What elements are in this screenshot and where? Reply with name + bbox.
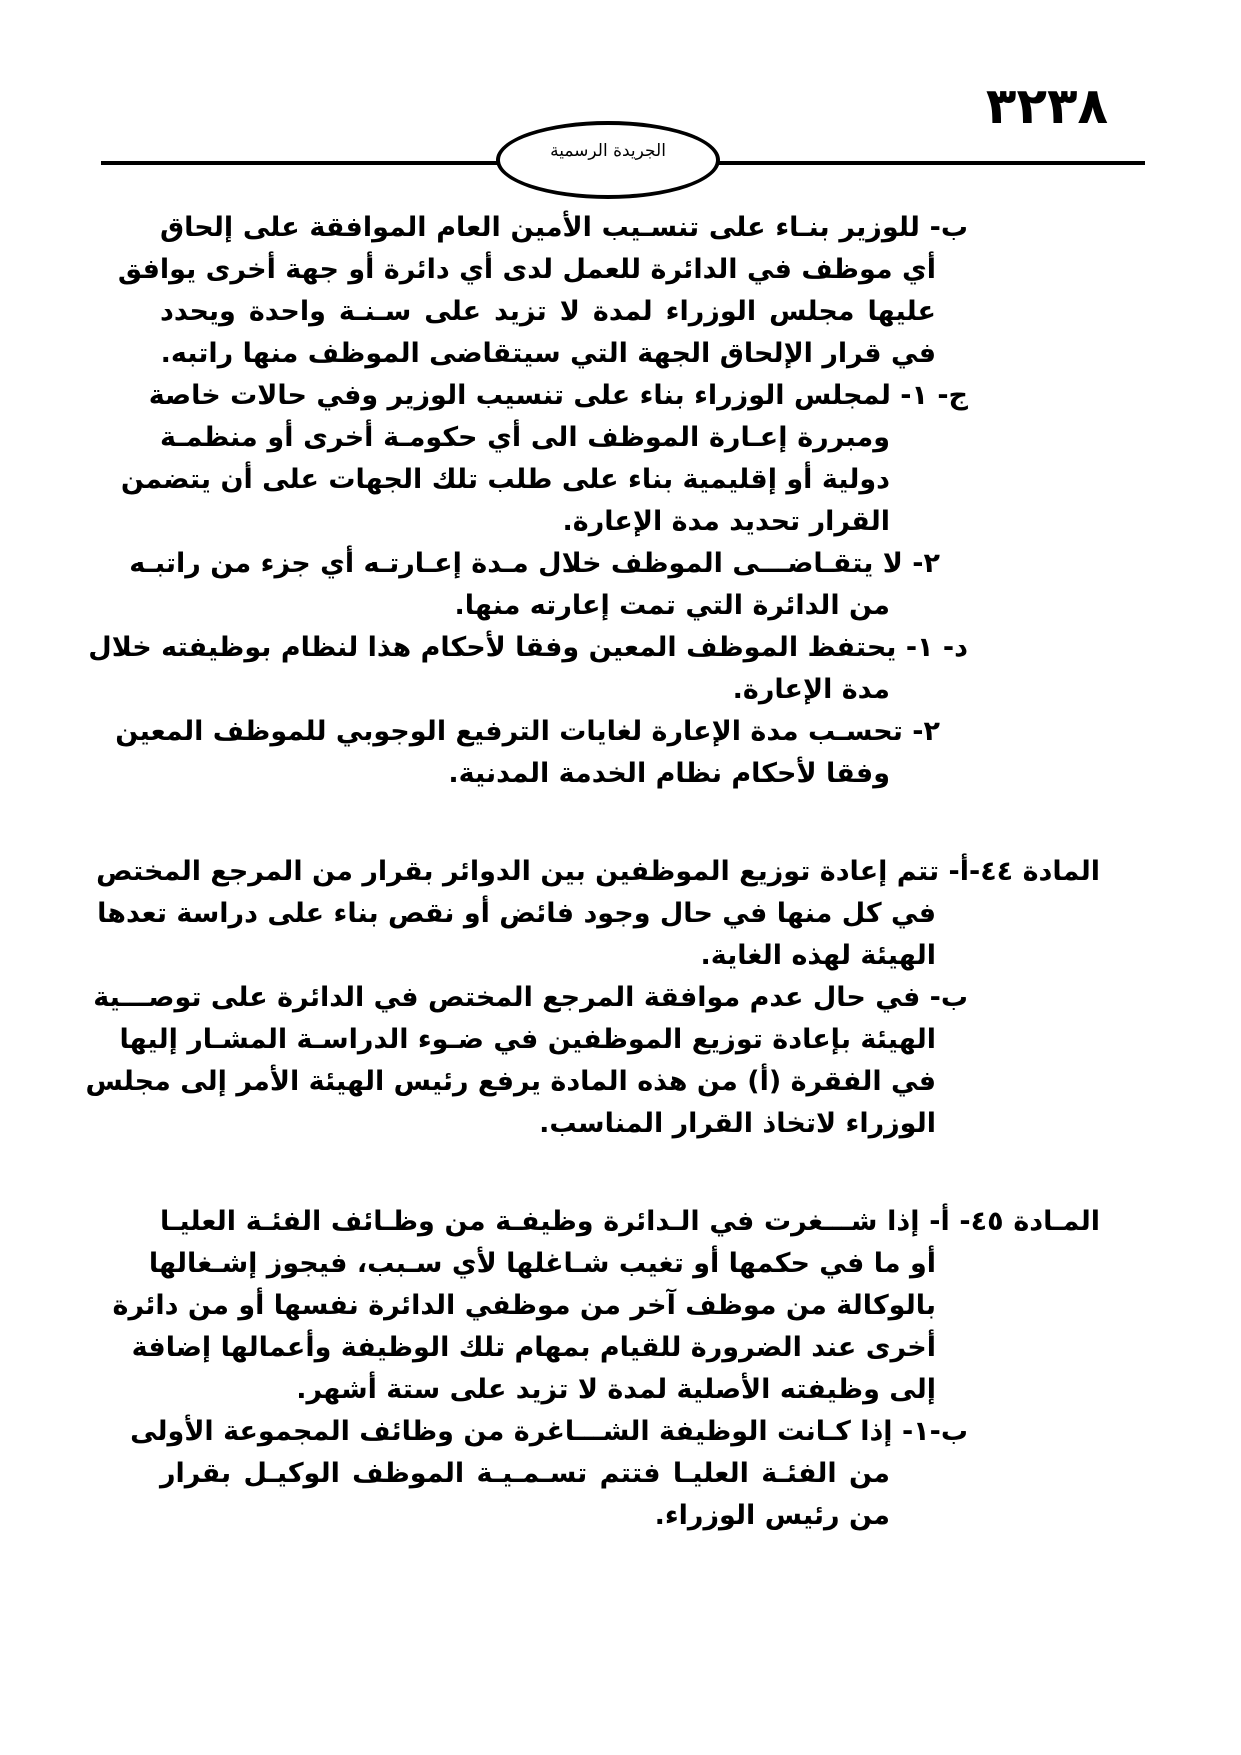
text-line: ب- للوزير بنـاء على تنسـيب الأمين العام الموافقة على إلحاق <box>160 212 968 243</box>
text-line: من الدائرة التي تمت إعارته منها. <box>454 590 890 621</box>
gazette-title: الجريدة الرسمية <box>550 141 666 161</box>
text-line: الهيئة بإعادة توزيع الموظفين في ضـوء الدراسـة المشـار إليها <box>119 1024 936 1055</box>
text-line: مدة الإعارة. <box>732 674 890 705</box>
text-line: ٢- لا يتقـاضـــى الموظف خلال مـدة إعـارتـه أي جزء من راتبـه <box>129 548 940 579</box>
text-line: عليها مجلس الوزراء لمدة لا تزيد على سـنـة واحدة ويحدد <box>160 296 936 327</box>
page-number: ٣٢٣٨ <box>985 77 1108 135</box>
text-line: القرار تحديد مدة الإعارة. <box>562 506 890 537</box>
text-line: د- ١- يحتفظ الموظف المعين وفقا لأحكام هذا لنظام بوظيفته خلال <box>88 632 968 663</box>
text-line: في كل منها في حال وجود فائض أو نقص بناء على دراسة تعدها <box>97 898 936 929</box>
text-line: ٢- تحسـب مدة الإعارة لغايات الترفيع الوجوبي للموظف المعين <box>115 716 940 747</box>
text-line: ب-١- إذا كـانت الوظيفة الشـــاغرة من وظائف المجموعة الأولى <box>130 1416 968 1447</box>
text-line: المـادة ٤٥- أ- إذا شـــغرت في الـدائرة وظيفـة من وظـائف الفئـة العليـا <box>160 1206 1100 1237</box>
text-line: من الفئـة العليـا فتتم تسـمـيـة الموظف الوكيـل بقرار <box>160 1458 890 1489</box>
text-line: في قرار الإلحاق الجهة التي سيتقاضى الموظف منها راتبه. <box>160 338 936 369</box>
text-line: إلى وظيفته الأصلية لمدة لا تزيد على ستة أشهر. <box>296 1374 936 1405</box>
text-line: في الفقرة (أ) من هذه المادة يرفع رئيس الهيئة الأمر إلى مجلس <box>85 1066 936 1097</box>
text-line: المادة ٤٤-أ- تتم إعادة توزيع الموظفين بين الدوائر بقرار من المرجع المختص <box>96 856 1100 887</box>
text-line: ب- في حال عدم موافقة المرجع المختص في الدائرة على توصـــية <box>93 982 968 1013</box>
text-line: الهيئة لهذه الغاية. <box>700 940 936 971</box>
text-line: أخرى عند الضرورة للقيام بمهام تلك الوظيفة وأعمالها إضافة <box>131 1332 936 1363</box>
text-line: من رئيس الوزراء. <box>654 1500 890 1531</box>
text-line: الوزراء لاتخاذ القرار المناسب. <box>539 1108 936 1139</box>
text-line: ومبررة إعـارة الموظف الى أي حكومـة أخرى أو منظمـة <box>160 422 890 453</box>
text-line: ج- ١- لمجلس الوزراء بناء على تنسيب الوزير وفي حالات خاصة <box>148 380 968 411</box>
gazette-title-badge <box>496 121 720 199</box>
text-line: وفقا لأحكام نظام الخدمة المدنية. <box>448 758 890 789</box>
text-line: أو ما في حكمها أو تغيب شـاغلها لأي سـبب، فيجوز إشـغالها <box>148 1248 936 1279</box>
text-line: دولية أو إقليمية بناء على طلب تلك الجهات على أن يتضمن <box>120 464 890 495</box>
text-line: بالوكالة من موظف آخر من موظفي الدائرة نفسها أو من دائرة <box>112 1290 936 1321</box>
text-line: أي موظف في الدائرة للعمل لدى أي دائرة أو جهة أخرى يوافق <box>117 254 936 285</box>
